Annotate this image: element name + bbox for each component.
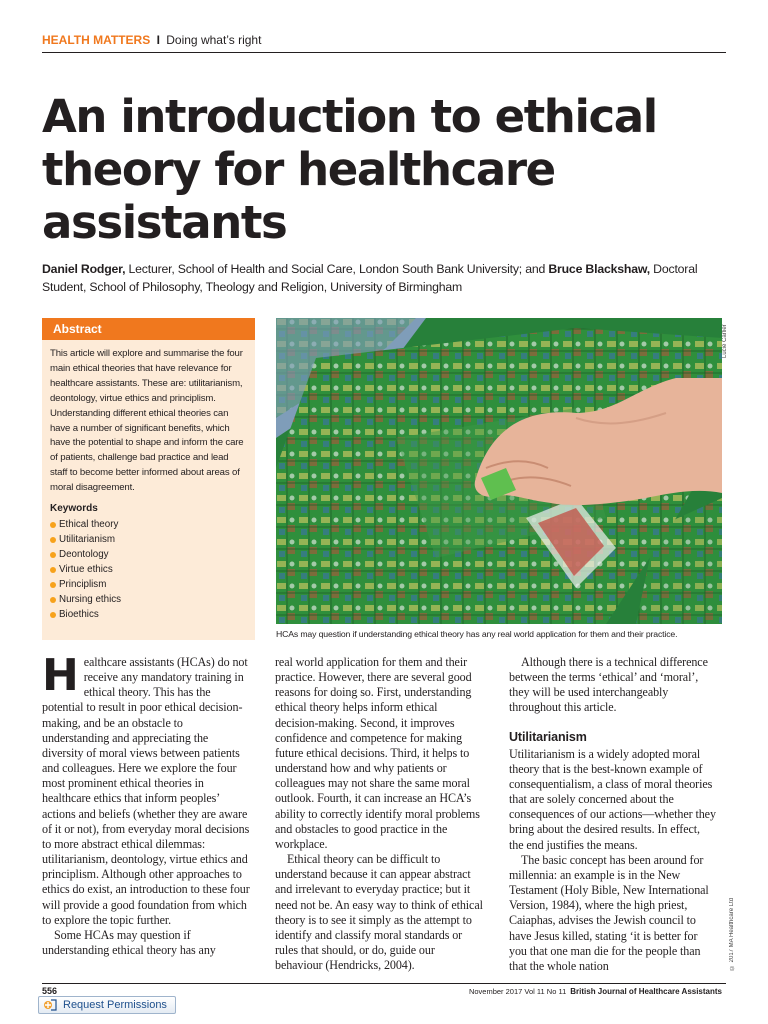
header-divider	[42, 52, 726, 53]
subsection-label: Doing what’s right	[166, 33, 262, 47]
page-number: 556	[42, 986, 58, 996]
photo-caption: HCAs may question if understanding ethical theory has any real world application for them and their practice.	[276, 629, 678, 639]
abstract-text: This article will explore and summarise the four main ethical theories that have relevance for healthcare assistants. These are: utilitarianism, deontology, virtue ethics and principlism. Understanding different ethical theories can have a number of significant benefits, which have the potential to shape and inform the care of patients, challenge bad practice and lead staff to become better informed about areas of moral disagreement.	[50, 348, 244, 494]
jigsaw-hand-illustration	[276, 318, 722, 624]
keywords-heading: Keywords	[50, 503, 98, 515]
running-header	[42, 32, 726, 48]
request-permissions-button[interactable]	[38, 996, 176, 1014]
keyword-item: Principlism	[50, 578, 255, 593]
body-column-3	[509, 655, 717, 975]
abstract-heading: Abstract	[42, 318, 255, 340]
jigsaw-photo	[276, 318, 722, 624]
body-column-2	[275, 655, 483, 975]
permissions-icon	[43, 998, 57, 1012]
author-line	[42, 260, 726, 296]
body-paragraph: Ethical theory can be difficult to understand because it can appear abstract and irrelevant to everyday practice; but it need not be. An easy way to think of ethical theory is to see it simply as the attempt to identify and classify moral standards or rules that should, or do, guide our behaviour (Hendricks, 2004).	[275, 852, 483, 973]
section-label: HEALTH MATTERS	[42, 33, 151, 47]
keyword-item: Deontology	[50, 548, 255, 563]
drop-cap: H	[42, 655, 79, 701]
article-title: An introduction to ethical theory for healthcare assistants	[42, 90, 657, 249]
abstract-panel	[42, 318, 255, 640]
copyright-notice: © 2017 MA Healthcare Ltd	[729, 897, 735, 970]
keywords-list	[42, 518, 255, 622]
author-affiliation: Doctoral Student, School of Philosophy, Theology and Religion, University of Birmingham	[42, 262, 698, 294]
body-paragraph: Although there is a technical difference between the terms ‘ethical’ and ‘moral’, they will be used interchangeably throughout this article.	[509, 655, 708, 715]
body-paragraph: ealthcare assistants (HCAs) do not receive any mandatory training in ethical theory. This has the potential to result in poor ethical decision-making, and be an obstacle to understanding and appreciating the diversity of moral views between patients and colleagues. Here we explore the four most prominent ethical theories in healthcare ethics that inform peoples’ actions and beliefs (whether they are aware of it or not), from everyday moral decisions to more abstract ethical dilemmas: utilitarianism, deontology, virtue ethics and principlism. Although other approaches to ethics do exist, an introduction to these four will provide a good foundation from which to explore the topic further.	[42, 655, 250, 927]
author-name: Daniel Rodger,	[42, 262, 126, 276]
body-column-1	[42, 655, 250, 975]
journal-info	[469, 986, 722, 997]
header-separator: I	[156, 33, 160, 47]
keyword-item: Utilitarianism	[50, 533, 255, 548]
body-paragraph: real world application for them and their practice. However, there are several good reasons for doing so. First, understanding ethical theory helps inform ethical decision-making. Second, it improves confidence and competence for making future ethical decisions. Third, it helps to understand how and why patients or colleagues may not share the same moral outlook. Fourth, it can increase an HCA’s ability to correctly identify moral problems and obstacles to good practice in the workplace.	[275, 655, 480, 851]
footer-divider	[42, 983, 726, 984]
journal-name: British Journal of Healthcare Assistants	[570, 987, 722, 996]
body-paragraph: Some HCAs may question if understanding ethical theory has any	[42, 927, 216, 957]
keyword-item: Ethical theory	[50, 518, 255, 533]
body-paragraph: Utilitarianism is a widely adopted moral theory that is the best-known example of consequentialism, a class of moral theories that are solely concerned about the consequences of our actions—whether they bring about the desired results. In effect, the end justifies the means.	[509, 746, 716, 852]
issue-info: November 2017 Vol 11 No 11	[468, 987, 567, 996]
keyword-item: Nursing ethics	[50, 593, 255, 608]
body-paragraph: The basic concept has been around for millennia: an example is in the New Testament (Holy Bible, New International Version, 1984), where the high priest, Caiaphas, advises the Jewish council to have Jesus killed, stating ‘it is better for you that one man die for the people than that the whole nation	[509, 852, 709, 973]
author-name: Bruce Blackshaw,	[548, 262, 650, 276]
request-permissions-label: Request Permissions	[63, 999, 167, 1011]
section-heading: Utilitarianism	[509, 729, 587, 744]
keyword-item: Bioethics	[50, 608, 255, 623]
keyword-item: Virtue ethics	[50, 563, 255, 578]
photo-credit: Lucie Carlier	[722, 324, 728, 358]
author-affiliation: Lecturer, School of Health and Social Care, London South Bank University; and	[125, 262, 549, 276]
